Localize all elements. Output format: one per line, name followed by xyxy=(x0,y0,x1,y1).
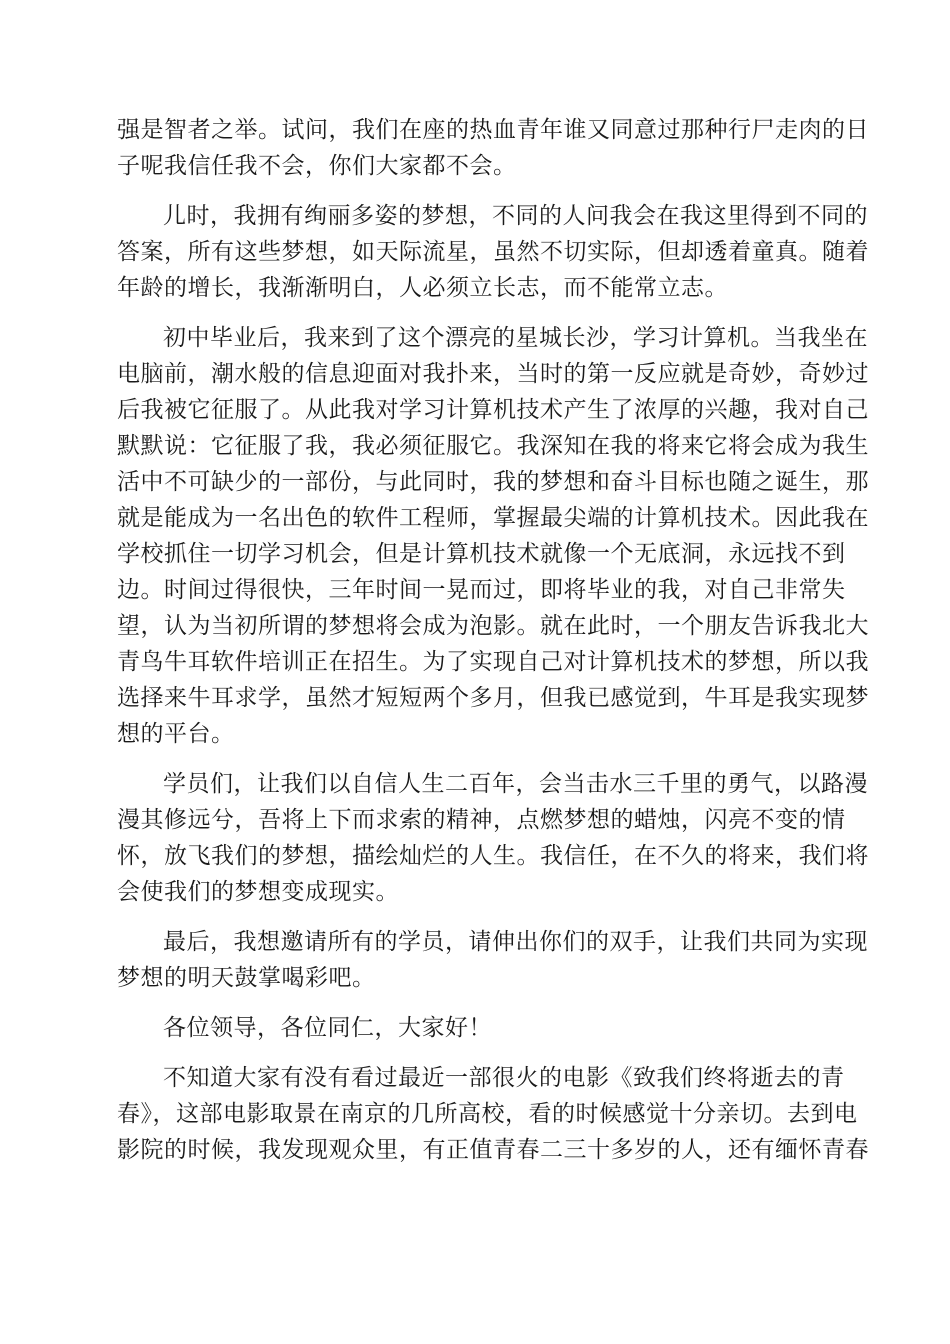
text-line: 望，认为当初所谓的梦想将会成为泡影。就在此时，一个朋友告诉我北大 xyxy=(117,613,869,639)
text-line: 学员们，让我们以自信人生二百年，会当击水三千里的勇气，以路漫 xyxy=(163,771,868,797)
text-line: 学校抓住一切学习机会，但是计算机技术就像一个无底洞，永远找不到 xyxy=(117,541,846,567)
paragraph-3 xyxy=(117,320,869,752)
text-line: 边。时间过得很快，三年时间一晃而过，即将毕业的我，对自己非常失 xyxy=(117,577,846,603)
text-line: 子呢我信任我不会，你们大家都不会。 xyxy=(117,153,517,179)
paragraph-6 xyxy=(117,1010,833,1046)
text-line: 梦想的明天鼓掌喝彩吧。 xyxy=(117,965,376,991)
text-line: 青鸟牛耳软件培训正在招生。为了实现自己对计算机技术的梦想，所以我 xyxy=(117,649,869,675)
document-body xyxy=(117,112,869,1182)
paragraph-4 xyxy=(117,766,869,910)
text-line: 会使我们的梦想变成现实。 xyxy=(117,879,399,905)
text-line: 年龄的增长，我渐渐明白，人必须立长志，而不能常立志。 xyxy=(117,275,728,301)
paragraph-2 xyxy=(117,198,869,306)
paragraph-1 xyxy=(117,112,869,184)
text-line: 春》，这部电影取景在南京的几所高校，看的时候感觉十分亲切。去到电 xyxy=(117,1101,858,1127)
text-line: 初中毕业后，我来到了这个漂亮的星城长沙，学习计算机。当我坐在 xyxy=(163,325,868,351)
text-line: 儿时，我拥有绚丽多姿的梦想，不同的人问我会在我这里得到不同的 xyxy=(163,203,868,229)
text-line: 就是能成为一名出色的软件工程师，掌握最尖端的计算机技术。因此我在 xyxy=(117,505,869,531)
text-line: 最后，我想邀请所有的学员，请伸出你们的双手，让我们共同为实现 xyxy=(163,929,868,955)
text-line: 各位领导，各位同仁，大家好！ xyxy=(163,1015,492,1041)
text-line: 选择来牛耳求学，虽然才短短两个多月，但我已感觉到，牛耳是我实现梦 xyxy=(117,685,869,711)
text-line: 想的平台。 xyxy=(117,721,235,747)
text-line: 强是智者之举。试问，我们在座的热血青年谁又同意过那种行尸走肉的日 xyxy=(117,117,869,143)
paragraph-5 xyxy=(117,924,868,996)
text-line: 怀，放飞我们的梦想，描绘灿烂的人生。我信任，在不久的将来，我们将 xyxy=(117,843,869,869)
text-line: 活中不可缺少的一部份，与此同时，我的梦想和奋斗目标也随之诞生，那 xyxy=(117,469,869,495)
text-line: 漫其修远兮，吾将上下而求索的精神，点燃梦想的蜡烛，闪亮不变的情 xyxy=(117,807,846,833)
text-line: 答案，所有这些梦想，如天际流星，虽然不切实际，但却透着童真。随着 xyxy=(117,239,869,265)
text-line: 不知道大家有没有看过最近一部很火的电影《致我们终将逝去的青 xyxy=(163,1065,845,1091)
text-line: 电脑前，潮水般的信息迎面对我扑来，当时的第一反应就是奇妙，奇妙过 xyxy=(117,361,869,387)
paragraph-7 xyxy=(117,1060,869,1168)
text-line: 后我被它征服了。从此我对学习计算机技术产生了浓厚的兴趣，我对自己 xyxy=(117,397,869,423)
text-line: 默默说：它征服了我，我必须征服它。我深知在我的将来它将会成为我生 xyxy=(117,433,869,459)
text-line: 影院的时候，我发现观众里，有正值青春二三十多岁的人，还有缅怀青春 xyxy=(117,1137,869,1163)
